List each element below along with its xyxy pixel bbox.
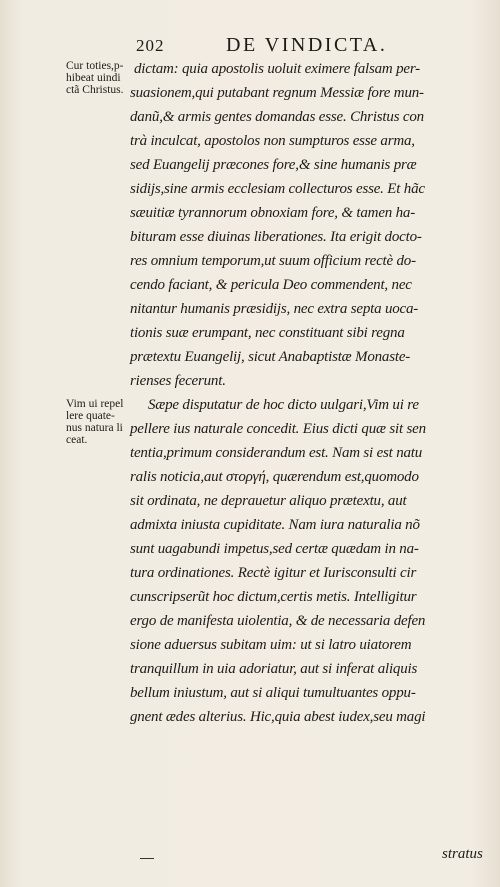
text-line: nitantur humanis præsidijs, nec extra septa uoca-: [130, 301, 419, 317]
text-line: rienses fecerunt.: [130, 373, 226, 389]
marginal-note-line: hibeat uindi: [66, 72, 121, 84]
text-line: sæuitiæ tyrannorum obnoxiam fore, & tamen ha-: [130, 205, 416, 221]
marginal-note-line: Cur toties,p-: [66, 60, 124, 72]
running-title: DE VINDICTA.: [226, 34, 388, 56]
text-line: tentia,primum considerandum est. Nam si est natu: [130, 445, 423, 461]
text-line: Sæpe disputatur de hoc dicto uulgari,Vim ui re: [148, 397, 419, 413]
text-line: admixta iniusta cupiditate. Nam iura naturalia nõ: [130, 517, 420, 533]
text-line: pellere ius naturale concedit. Eius dicti quæ sit sen: [130, 421, 426, 437]
text-line: dictam: quia apostolis uoluit eximere falsam per-: [134, 61, 420, 77]
page-header: [0, 34, 500, 58]
text-line: cunscripserũt hoc dictum,certis metis. Intelligitur: [130, 589, 417, 605]
catchword: stratus: [442, 846, 483, 862]
text-line: bellum iniustum, aut si aliqui tumultuantes oppu-: [130, 685, 416, 701]
marginal-note-line: lere quate-: [66, 410, 115, 422]
marginal-note-line: Vim ui repel: [66, 398, 124, 410]
text-line: tura ordinationes. Rectè igitur et Iurisconsulti cir: [130, 565, 417, 581]
marginal-note-1: [66, 60, 136, 96]
text-line: suasionem,qui putabant regnum Messiæ fore mun-: [130, 85, 424, 101]
text-line: danũ,& armis gentes domandas esse. Christus con: [130, 109, 424, 125]
text-line: ergo de manifesta uiolentia, & de necessaria defen: [130, 613, 426, 629]
text-line: gnent ædes alterius. Hic,quia abest iudex,seu magi: [130, 709, 426, 725]
marginal-note-line: ceat.: [66, 434, 88, 446]
text-line: sidijs,sine armis ecclesiam collecturos esse. Et hãc: [130, 181, 425, 197]
marginal-note-line: nus natura li: [66, 422, 123, 434]
text-line: trà inculcat, apostolos non sumpturos esse arma,: [130, 133, 415, 149]
text-line: tranquillum in uia adoriatur, aut si inferat aliquis: [130, 661, 418, 677]
text-line: tionis suæ erumpant, nec constituant sibi regna: [130, 325, 405, 341]
text-line: sed Euangelij præcones fore,& sine humanis præ: [130, 157, 417, 173]
text-line: bituram esse diuinas liberationes. Ita erigit docto-: [130, 229, 422, 245]
text-line: prætextu Euangelij, sicut Anabaptistæ Monaste-: [130, 349, 411, 365]
page-number: 202: [136, 36, 165, 55]
marginal-note-2: [66, 398, 136, 446]
text-line: cendo faciant, & pericula Deo commendent, nec: [130, 277, 412, 293]
text-line: sione aduersus subitam uim: ut si latro uiatorem: [130, 637, 412, 653]
text-line: sit ordinata, ne deprauetur aliquo prætextu, aut: [130, 493, 407, 509]
marginal-note-line: ctã Christus.: [66, 84, 124, 96]
text-line: res omnium temporum,ut suum officium rectè do-: [130, 253, 416, 269]
text-line: ralis noticia,aut στοργή, quærendum est,quomodo: [130, 469, 419, 485]
footer-rule: [140, 858, 154, 859]
text-line: sunt uagabundi impetus,sed certæ quædam in na-: [130, 541, 419, 557]
